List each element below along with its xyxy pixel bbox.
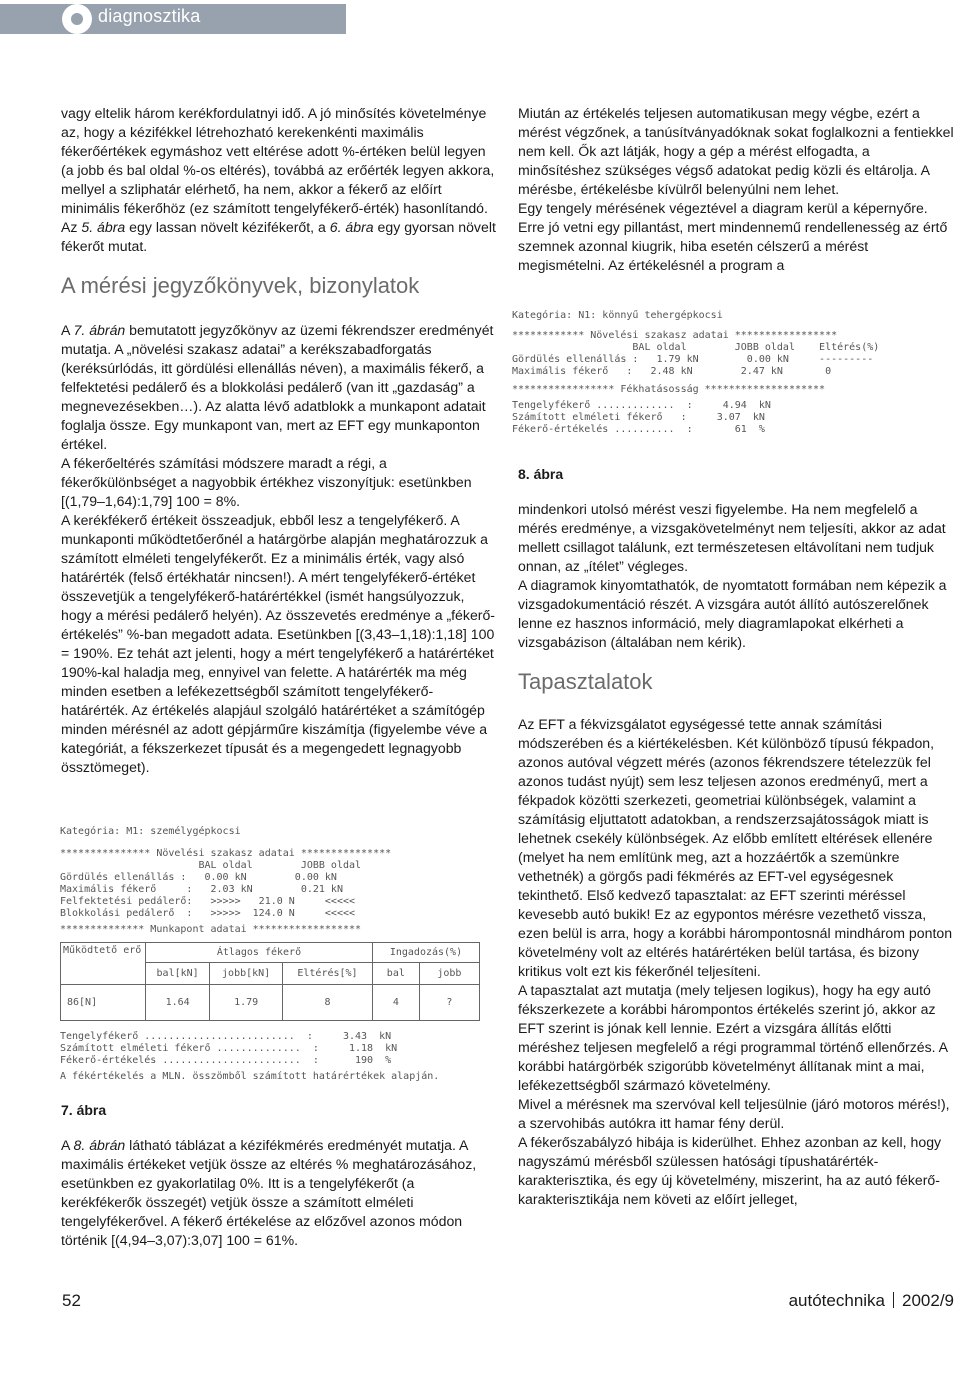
workpoint-cell: Működtető erő — [61, 943, 146, 985]
workpoint-cell: Ingadozás(%) — [372, 943, 479, 963]
workpoint-cell: bal[kN] — [146, 963, 210, 985]
screen7-line: Maximális fékerő : 2.03 kN 0.21 kN — [60, 884, 343, 895]
right-column-bottom — [518, 500, 956, 1209]
workpoint-cell: Átlagos fékerő — [146, 943, 373, 963]
screen8-line: ************ Növelési szakasz adatai ***************** — [512, 330, 838, 341]
screen7-line: Fékerő-értékelés ....................... : 190 % — [60, 1055, 392, 1066]
left-paragraph-3: A fékerőeltérés számítási módszere maradt a régi, a fékerőkülönbséget a nagyobbik értékhez viszonyítjuk: esetünkben [(1,79–1,64):1,79] 100 = 8%. — [61, 455, 472, 509]
screen8-line: ***************** Fékhatásosság ******************** — [512, 384, 826, 395]
right-column-top — [518, 104, 956, 275]
section-heading-experiences: Tapasztalatok — [518, 669, 653, 694]
screen8-line: Számított elméleti fékerő : 3.07 kN — [512, 412, 765, 423]
screen8-line: Maximális fékerő : 2.48 kN 2.47 kN 0 — [512, 366, 832, 377]
screen7-line: *************** Növelési szakasz adatai *************** — [60, 848, 392, 859]
screen7-line: Gördülés ellenállás : 0.00 kN 0.00 kN — [60, 872, 337, 883]
workpoint-table — [60, 942, 480, 1021]
screen7-line: A fékértékelés a MLN. összömből számított határértékek alapján. — [60, 1071, 440, 1082]
workpoint-cell: 8 — [283, 985, 373, 1021]
right-paragraph-7: Mivel a mérésnek ma szervóval kell teljesülnie (járó motoros mérés!), a szervohibás autókra itt hamar fény derül. — [518, 1096, 950, 1131]
issue-number: 2002/9 — [902, 1291, 954, 1310]
left-paragraph-5: A 8. ábrán látható táblázat a kézifékmérés eredményét mutatja. A maximális értékeket vetjük össze az eltérés % meghatározásához, esetünkben ez gyakorlatilag 0%. Itt is a tengelyfékerőt (a kerékfékerők összegét) vetjük össze a számított elméleti tengelyfékerővel. A fékerő értékelése az előzővel azonos módon történik [(4,94–3,07):3,07] 100 = 61%. — [61, 1137, 477, 1248]
section-heading-reports: A mérési jegyzőkönyvek, bizonylatok — [61, 273, 420, 298]
section-title: diagnosztika — [98, 6, 201, 26]
screen8-line: BAL oldal JOBB oldal Eltérés(%) — [512, 342, 880, 353]
right-paragraph-4: A diagramok kinyomtathatók, de nyomtatott formában nem képezik a vizsgadokumentáció részét. A vizsgára autót állító autószerelőnek lenne ez hasznos információ, mely diagramlapokat elkérheti a vizsgabázison (általában nem kérik). — [518, 577, 947, 650]
footer-divider — [893, 1292, 894, 1308]
screen8-line: Gördülés ellenállás : 1.79 kN 0.00 kN --------- — [512, 354, 874, 365]
screen7-line: BAL oldal JOBB oldal — [60, 860, 362, 871]
left-column-bottom — [61, 1136, 497, 1250]
workpoint-cell: bal — [372, 963, 419, 985]
screen7-line: Kategória: M1: személygépkocsi — [60, 826, 241, 837]
left-column — [61, 104, 497, 777]
figure-7-screenshot — [60, 826, 500, 1094]
screen7-line: Számított elméleti fékerő .............. : 1.18 kN — [60, 1043, 398, 1054]
screen8-line: Fékerő-értékelés .......... : 61 % — [512, 424, 765, 435]
screen8-line: Tengelyfékerő ............. : 4.94 kN — [512, 400, 771, 411]
screen8-line: Kategória: N1: könnyű tehergépkocsi — [512, 310, 723, 321]
figure-7-caption: 7. ábra — [61, 1102, 107, 1118]
figure-8-screenshot — [512, 310, 956, 450]
right-paragraph-6: A tapasztalat azt mutatja (mely teljesen logikus), hogy ha egy autó fékszerkezete a korábbi hárompontos értékelés szerint jó, akkor az EFT szerint is jónak kell lennie. Ezért a vizsgára állítás előtti méréshez teljesen megfelelő a régi programmal történő ellenőrzés. A korábbi határgörbék szigorúbb követelményt állítanak mint a mai, lefékezettségből származó követelmény. — [518, 982, 948, 1093]
screen7-line: Felfektetési pedálerő: >>>>> 21.0 N <<<<< — [60, 896, 356, 907]
workpoint-cell: 4 — [372, 985, 419, 1021]
screen7-line: ************** Munkapont adatai ****************** — [60, 924, 362, 935]
workpoint-cell: 1.64 — [146, 985, 210, 1021]
section-logo-icon — [62, 4, 92, 34]
left-paragraph-2: A 7. ábrán bemutatott jegyzőkönyv az üzemi fékrendszer eredményét mutatja. A „növelési szakasz adatai” a kerékszabadforgatás (keréksúrlódás, itt gördülési ellenállás néven), a maximális fékerő, a felfektetési pedálerő és a blokkolási pedálerő (van itt „gazdaság” a megnevezésekben…). Az alatta lévő adatblokk a munkapont adatait foglalja össze. Egy munkapont van, mert az EFT egy munkaponton értékel. — [61, 322, 494, 452]
figure-8-caption: 8. ábra — [518, 466, 564, 482]
right-paragraph-2: Egy tengely mérésének végeztével a diagram kerül a képernyőre. Erre jó vetni egy pillantást, mert mindennemű rendellenesség az értő szemnek azonnal kiugrik, hiba esetén célszerű a mérést megismételni. Az értékelésnél a program a — [518, 200, 948, 273]
workpoint-cell: Eltérés[%] — [283, 963, 373, 985]
left-paragraph-4: A kerékfékerő értékeit összeadjuk, ebből lesz a tengelyfékerő. A munkaponti működtetőerőnél a határgörbe alapján meghatározzuk a számított elméleti tengelyfékerőt. Ez a minimális érték, vagy alsó határérték (felső értékhatár nincsen!). A mért tengelyfékerő-értéket összevetjük a tengelyfékerő-határértékkel (ismét hangsúlyozzuk, hogy a mérési pedálerő helyén). Az összevetés eredménye a „fékerő-értékelés” %-ban megadott adata. Esetünkben [(3,43–1,18):1,18] 100 = 190%. Ez tehát azt jelenti, hogy a mért tengelyfékerő a határértéket 190%-kal haladja meg, ennyivel van felette. A határérték ma még minden esetben a lefékezettségből számított tengelyfékerő-határérték. Az értékelés alapjául szolgáló határértéket a számítógép minden mérésnél az adott gépjárműre kiszámítja (figyelembe véve a kategóriát, a fékszerkezet típusát és a megengedett legnagyobb össztömeget). — [61, 512, 496, 775]
right-paragraph-1: Miután az értékelés teljesen automatikusan megy végbe, ezért a mérést végzőnek, a tanúsítványadóknak sokat foglalkozni a fentiekkel nem kell. Ők azt látják, hogy a gép a mérést elfogadta, a minősítéshez szükséges végső adatokat pedig közli és eltárolja. A mérésbe, értékelésbe kívülről belenyúlni nem lehet. — [518, 105, 954, 197]
page-number: 52 — [62, 1291, 81, 1310]
workpoint-cell: jobb[kN] — [210, 963, 283, 985]
screen7-line: Blokkolási pedálerő : >>>>> 124.0 N <<<<< — [60, 908, 356, 919]
workpoint-cell: ? — [419, 985, 479, 1021]
magazine-name: autótechnika — [788, 1291, 885, 1310]
right-paragraph-5: Az EFT a fékvizsgálatot egységessé tette annak számítási módszerében és a kiértékelésben. Két különböző típusú fékpadon, azonos autóval végzett mérés (azonos fékrendszere tételezzük fel azonos tudást nyújt) sem lesz teljesen azonos eredményű, mert a fékpadok közötti szerkezeti, geometriai különbségek, valamint a számításig eljuttatott adatokban, a rendszerzsajátosságok miatt is lehetnek csekély különbségek. Az előbb említett eltérések ellenére (melyet ha nem említünk meg, azt a hozzáértők a szemünkre vethetnék) a görgős padi fékmérés az EFT-vel egységesnek tekinthető. Első kedvező tapasztalat: az EFT szerinti méréssel kevesebb autó bukik! Ez az egypontos mérésre vezethető vissza, ezen belül is arra, hogy a korábbi hárompontosnál mindhárom ponton követelmény volt az eltérés határértéken belül tartása, és bizony kritikus volt ezt kis fékerőnél teljesíteni. — [518, 716, 953, 979]
workpoint-cell: 86[N] — [61, 985, 146, 1021]
workpoint-cell: jobb — [419, 963, 479, 985]
workpoint-cell: 1.79 — [210, 985, 283, 1021]
right-paragraph-8: A fékerőszabályzó hibája is kiderülhet. Ehhez azonban az kell, hogy nagyszámú mérésből szülessen hatósági típushatárérték-karakterisztika, és egy új követelmény, miszerint, ha az autó fékerő-karakterisztikája nem követi az előírt jelleget, — [518, 1134, 942, 1207]
screen7-line: Tengelyfékerő ......................... : 3.43 kN — [60, 1031, 392, 1042]
footer-publication — [789, 1291, 954, 1311]
right-paragraph-3: mindenkori utolsó mérést veszi figyelembe. Ha nem megfelelő a mérés eredménye, a vizsgakövetelményt nem teljesíti, akkor az adat mellett csillagot találunk, ezt természetesen eltávolítani nem tudjuk onnan, az „ítélet” végleges. — [518, 501, 946, 574]
left-paragraph-1: vagy eltelik három kerékfordulatnyi idő. A jó minősítés követelménye az, hogy a kézifékkel létrehozható kerekenkénti maximális fékerőértékek egymáshoz vett eltérése adott %-értéken belül legyen (a jobb és bal oldal %-os eltérés), továbbá az erőérték legyen akkora, mellyel a szliphatár elérhető, ha nem, akkor a fékerő az előírt minimális fékerőhöz (ez számított tengelyfékerő-érték) hasonlítandó. Az 5. ábra egy lassan növelt kézifékerőt, a 6. ábra egy gyorsan növelt fékerőt mutat. — [61, 105, 496, 254]
